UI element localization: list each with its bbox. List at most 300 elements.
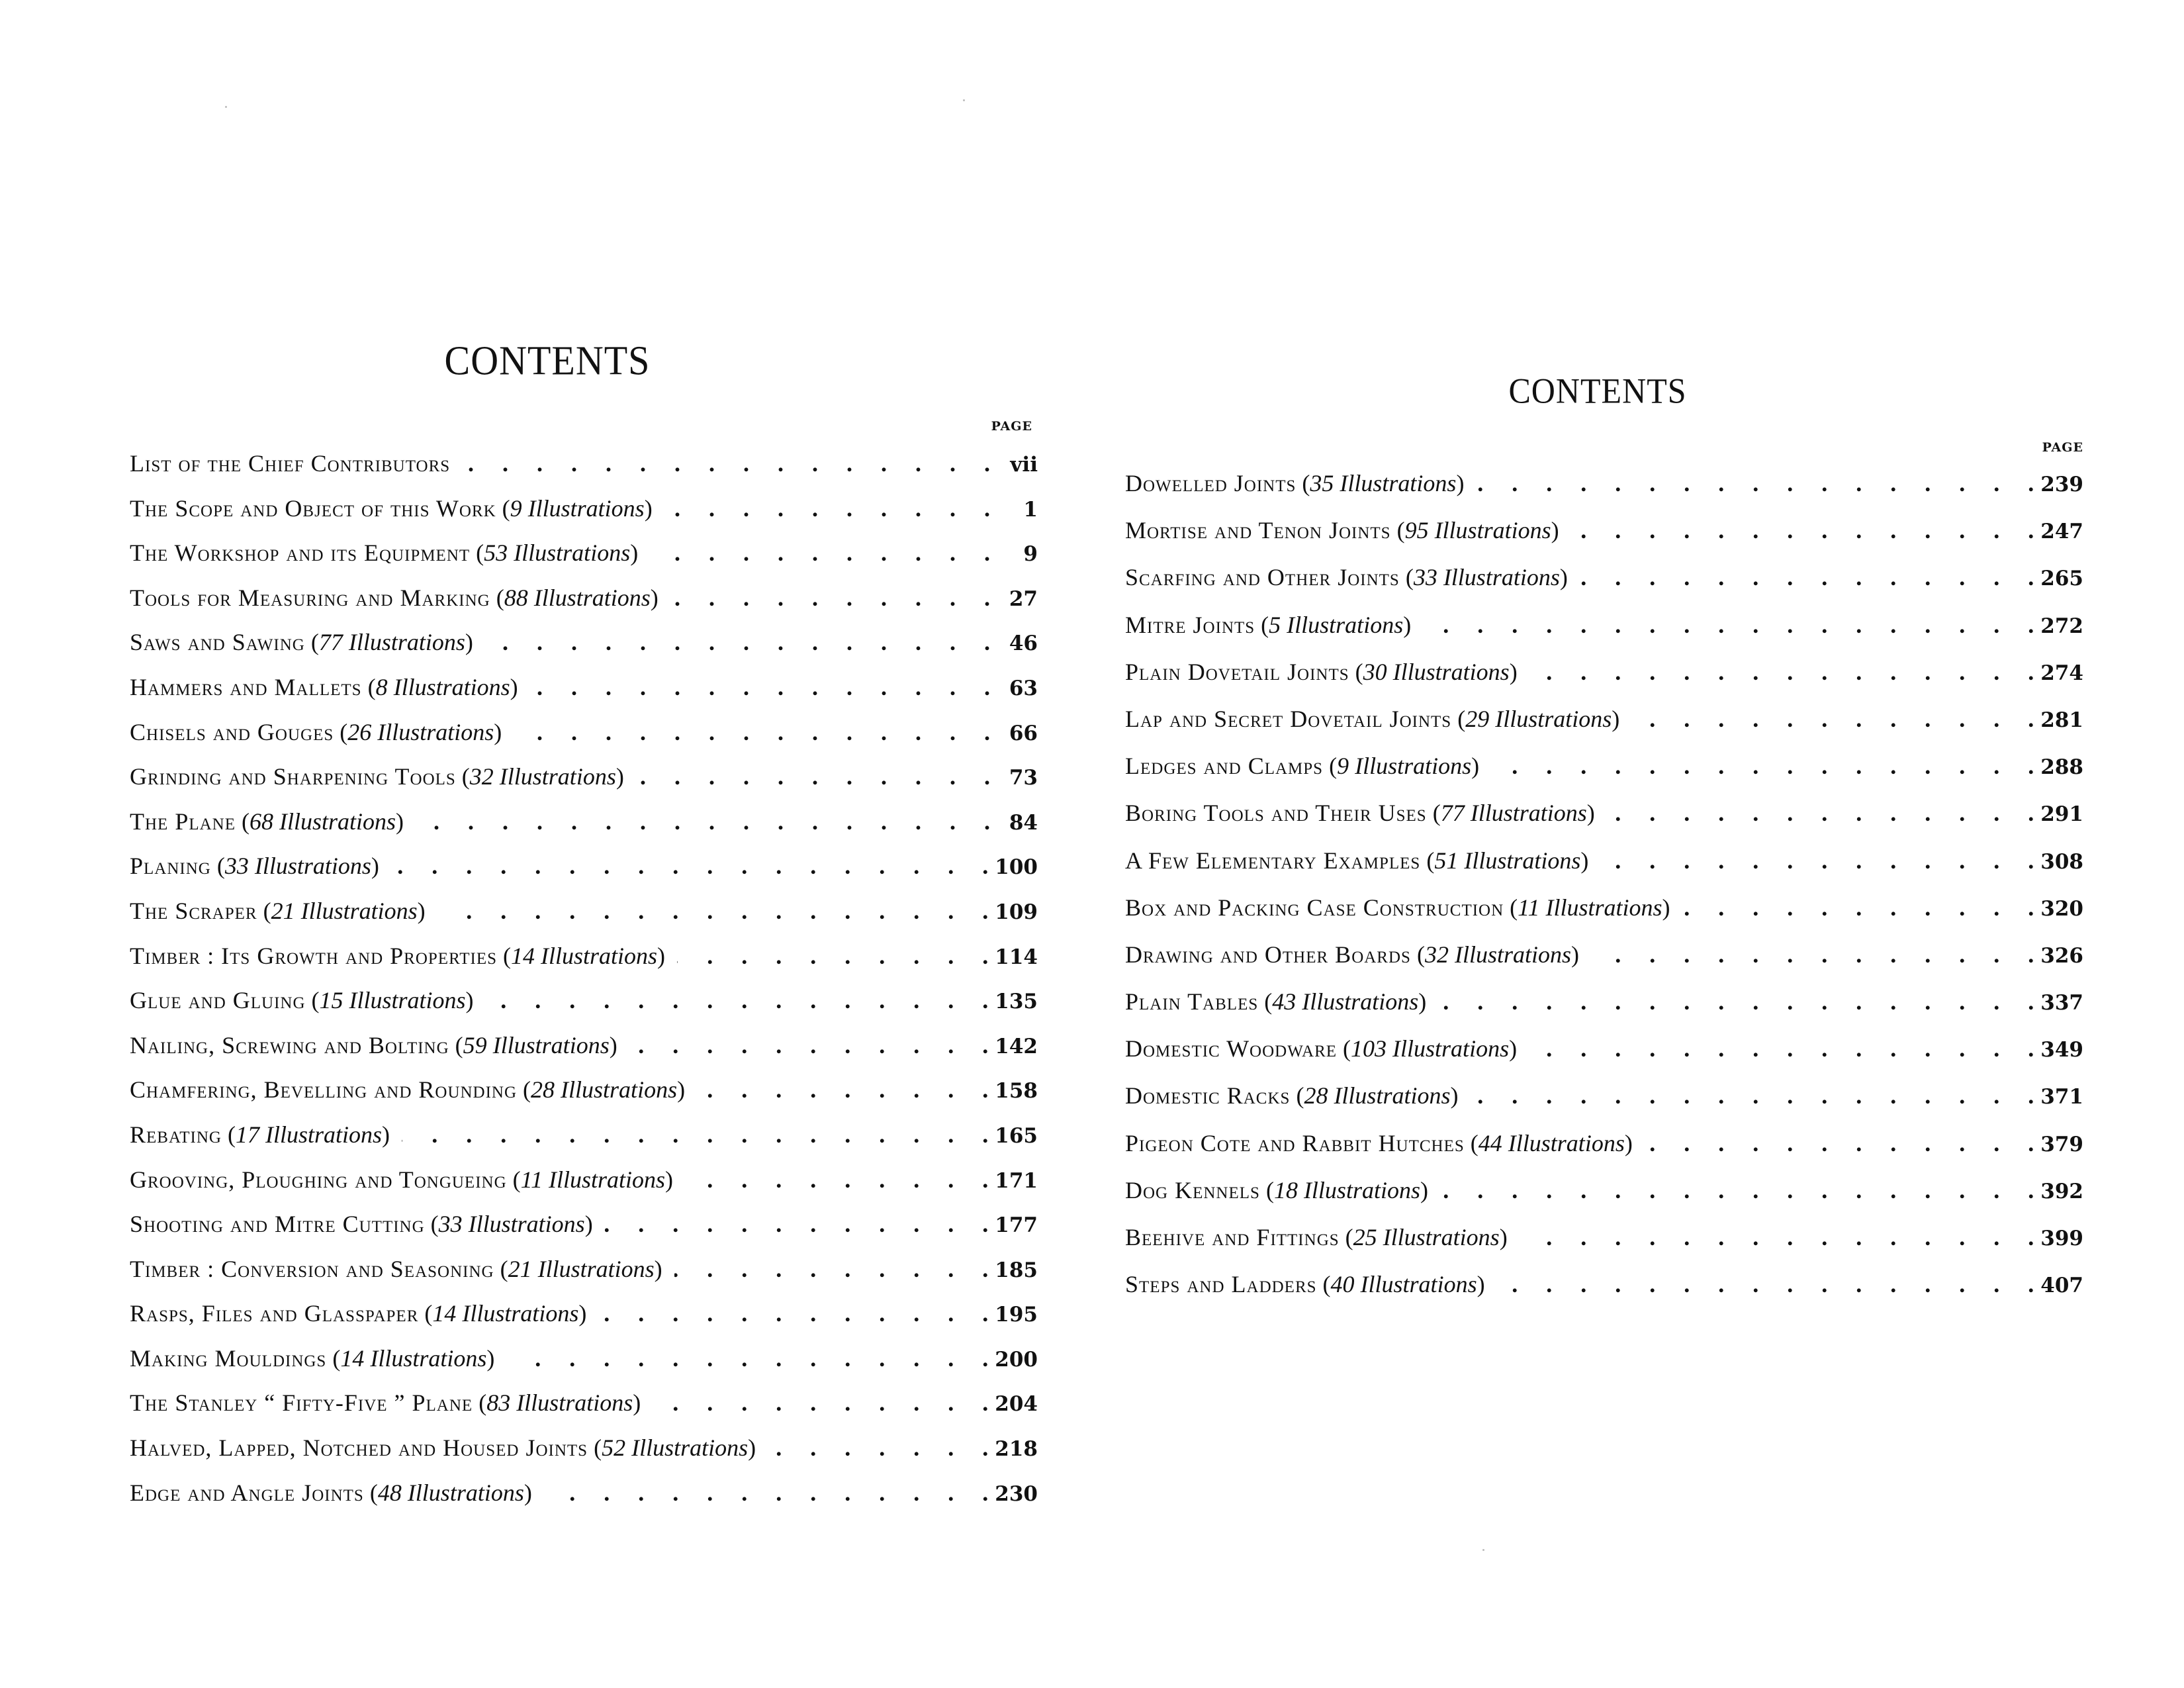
illustration-count: 33 Illustrations: [438, 1211, 585, 1238]
paren-close: ): [1450, 1082, 1459, 1109]
toc-entry-text: [1125, 983, 1426, 1020]
page-number: 177: [995, 1213, 1038, 1238]
toc-entry-text: [1125, 1219, 1508, 1256]
page-number: vii: [1010, 453, 1038, 477]
dot-leader: [697, 1072, 988, 1107]
paren-close: ): [609, 1031, 617, 1058]
illustration-count: 48 Illustrations: [377, 1479, 524, 1506]
dot-leader: [530, 670, 990, 704]
toc-entry-text: [1125, 794, 1595, 831]
page-number: 158: [995, 1079, 1038, 1103]
illustration-count: 30 Illustrations: [1363, 658, 1510, 685]
paren-open: (: [1323, 753, 1338, 780]
illustration-count: 28 Illustrations: [1304, 1082, 1451, 1109]
chapter-title: Dog Kennels: [1125, 1176, 1260, 1203]
dot-leader: [391, 849, 988, 883]
paren-open: (: [1337, 1035, 1351, 1062]
chapter-title: Dowelled Joints: [1125, 470, 1297, 496]
chapter-title: Halved, Lapped, Notched and Housed Joints: [130, 1434, 588, 1462]
page-number: 337: [2040, 991, 2083, 1015]
toc-entry: [1125, 700, 2083, 747]
toc-entry-text: [130, 715, 502, 749]
illustration-count: 103 Illustrations: [1351, 1035, 1510, 1062]
paren-close: ): [644, 494, 653, 522]
paren-close: ): [1662, 894, 1670, 921]
toc-entry-text: [1125, 653, 1518, 690]
dot-leader: [605, 1207, 989, 1241]
toc-entry: [130, 1252, 1038, 1297]
paren-close: ): [1570, 941, 1579, 968]
dot-leader: [768, 1430, 988, 1465]
toc-entry: [130, 625, 1038, 670]
paren-close: ): [523, 1479, 532, 1506]
left-page: [130, 331, 1038, 1520]
paren-close: ): [1509, 658, 1518, 685]
toc-entry: [130, 670, 1038, 715]
toc-entry-text: [130, 1162, 673, 1197]
illustration-count: 68 Illustrations: [250, 808, 396, 835]
chapter-title: Grinding and Sharpening Tools: [130, 763, 456, 790]
chapter-title: Scarfing and Other Joints: [1125, 564, 1400, 591]
chapter-title: Planing: [130, 853, 211, 880]
illustration-count: 8 Illustrations: [375, 673, 510, 700]
paren-open: (: [1420, 847, 1435, 874]
page-number: 272: [2040, 614, 2083, 638]
paren-open: (: [1410, 941, 1425, 968]
table-of-contents: [1125, 465, 2083, 1313]
toc-entry-text: [130, 625, 473, 659]
chapter-title: Box and Packing Case Construction: [1125, 894, 1504, 921]
paren-open: (: [363, 1479, 378, 1506]
page-number: 1: [1023, 497, 1038, 522]
illustration-count: 17 Illustrations: [235, 1121, 382, 1148]
toc-entry: [130, 983, 1038, 1028]
chapter-title: Beehive and Fittings: [1125, 1224, 1340, 1250]
chapter-title: Mitre Joints: [1125, 611, 1255, 638]
toc-entry: [130, 1072, 1038, 1117]
illustration-count: 52 Illustrations: [602, 1434, 749, 1462]
page-number: 230: [995, 1481, 1038, 1506]
page-number: 109: [995, 900, 1038, 924]
toc-entry-text: [1125, 465, 1464, 502]
paren-close: ): [371, 853, 379, 880]
chapter-title: Pigeon Cote and Rabbit Hutches: [1125, 1129, 1465, 1156]
toc-entry: [1125, 606, 2083, 653]
right-page: [1125, 357, 2083, 1313]
toc-entry-text: [130, 804, 404, 839]
chapter-title: Rebating: [130, 1121, 222, 1148]
toc-entry-text: [130, 849, 379, 883]
paren-close: ): [1559, 564, 1568, 591]
paren-open: (: [1426, 800, 1441, 827]
toc-entry: [1125, 842, 2083, 889]
chapter-title: Tools for Measuring and Marking: [130, 584, 490, 611]
page-number: 66: [1009, 721, 1038, 745]
dot-leader: [1423, 606, 2034, 643]
paren-close: ): [1456, 470, 1465, 496]
paren-open: (: [1290, 1082, 1304, 1109]
page-number: 142: [995, 1034, 1038, 1058]
toc-entry: [130, 894, 1038, 939]
page-number: 46: [1009, 632, 1038, 656]
paren-close: ): [465, 629, 473, 656]
illustration-count: 51 Illustrations: [1434, 847, 1581, 874]
toc-entry: [1125, 747, 2083, 794]
paren-close: ): [465, 987, 474, 1014]
illustration-count: 29 Illustrations: [1465, 705, 1612, 732]
toc-entry-text: [130, 536, 638, 570]
dot-leader: [664, 491, 990, 526]
illustration-count: 9 Illustrations: [510, 494, 645, 522]
toc-entry-text: [1125, 936, 1579, 973]
chapter-title: Hammers and Mallets: [130, 673, 362, 700]
dot-leader: [598, 1296, 988, 1331]
toc-entry: [130, 491, 1038, 536]
chapter-title: Shooting and Mitre Cutting: [130, 1211, 425, 1238]
toc-entry-text: [130, 1028, 617, 1062]
toc-entry-text: [1125, 559, 1568, 596]
toc-entry-text: [130, 1430, 756, 1465]
paren-open: (: [1464, 1129, 1479, 1156]
illustration-count: 14 Illustrations: [432, 1300, 579, 1327]
paren-open: (: [494, 1255, 508, 1282]
toc-entry: [1125, 889, 2083, 936]
paren-open: (: [304, 629, 319, 656]
paren-open: (: [1451, 705, 1466, 732]
paren-close: ): [630, 539, 639, 567]
paren-open: (: [257, 897, 271, 924]
paren-open: (: [221, 1121, 236, 1148]
dot-leader: [685, 1162, 988, 1197]
toc-entry-text: [1125, 512, 1559, 549]
chapter-title: A Few Elementary Examples: [1125, 847, 1421, 874]
chapter-title: Plain Dovetail Joints: [1125, 658, 1349, 685]
dot-leader: [506, 1341, 988, 1376]
page-number: 407: [2040, 1274, 2083, 1298]
illustration-count: 11 Illustrations: [520, 1166, 665, 1193]
page-number: 247: [2040, 520, 2083, 544]
scan-speck: [1482, 1549, 1484, 1551]
toc-entry: [130, 1341, 1038, 1386]
toc-entry-text: [1125, 700, 1619, 737]
paren-close: ): [633, 1389, 641, 1417]
paren-close: ): [1586, 800, 1595, 827]
chapter-title: Timber : Its Growth and Properties: [130, 942, 498, 969]
paren-open: (: [361, 673, 376, 700]
page-number: 371: [2040, 1085, 2083, 1109]
dot-leader: [1631, 700, 2034, 737]
toc-entry: [130, 759, 1038, 804]
dot-leader: [1529, 1030, 2034, 1067]
toc-entry-text: [130, 1252, 662, 1286]
toc-entry-text: [130, 1072, 685, 1107]
illustration-count: 26 Illustrations: [347, 718, 494, 745]
illustration-count: 18 Illustrations: [1273, 1176, 1420, 1203]
toc-entry: [130, 939, 1038, 984]
page-number: 265: [2040, 567, 2083, 591]
chapter-title: The Stanley “ Fifty-Five ” Plane: [130, 1389, 473, 1417]
illustration-count: 95 Illustrations: [1404, 517, 1551, 544]
chapter-title: Timber : Conversion and Seasoning: [130, 1255, 494, 1282]
page-column-label: PAGE: [991, 419, 1032, 434]
paren-close: ): [748, 1434, 756, 1462]
page-number: 114: [995, 945, 1038, 969]
dot-leader: [1591, 936, 2034, 973]
toc-entry: [130, 849, 1038, 894]
toc-entry-text: [130, 939, 665, 973]
toc-entry: [1125, 559, 2083, 606]
toc-entry: [130, 536, 1038, 581]
paren-close: ): [1551, 517, 1559, 544]
illustration-count: 15 Illustrations: [319, 987, 466, 1014]
illustration-count: 21 Illustrations: [508, 1255, 655, 1282]
illustration-count: 25 Illustrations: [1353, 1224, 1500, 1250]
chapter-title: Mortise and Tenon Joints: [1125, 517, 1391, 544]
dot-leader: [674, 1252, 989, 1286]
paren-close: ): [650, 584, 659, 611]
paren-close: ): [417, 897, 426, 924]
paren-open: (: [418, 1300, 433, 1327]
dot-leader: [1682, 889, 2034, 926]
paren-open: (: [588, 1434, 602, 1462]
paren-close: ): [615, 763, 624, 790]
dot-leader: [653, 1385, 988, 1420]
toc-entry: [1125, 653, 2083, 700]
toc-entry: [1125, 983, 2083, 1030]
toc-entry-text: [1125, 606, 1411, 643]
dot-leader: [1607, 794, 2034, 831]
paren-open: (: [449, 1031, 463, 1058]
paren-open: (: [496, 494, 510, 522]
paren-open: (: [1296, 470, 1310, 496]
toc-entry: [130, 446, 1038, 491]
paren-open: (: [490, 584, 504, 611]
dot-leader: [1497, 1266, 2034, 1303]
illustration-count: 32 Illustrations: [1424, 941, 1571, 968]
dot-leader: [1571, 512, 2034, 549]
illustration-count: 14 Illustrations: [511, 942, 658, 969]
paren-close: ): [1471, 753, 1480, 780]
page-number: 218: [995, 1437, 1038, 1462]
toc-entry-text: [130, 1207, 593, 1241]
toc-entry: [130, 581, 1038, 626]
paren-open: (: [473, 1389, 487, 1417]
paren-open: (: [424, 1211, 439, 1238]
page-number: 291: [2040, 802, 2083, 827]
toc-entry-text: [130, 894, 426, 928]
toc-entry-text: [130, 759, 624, 794]
toc-entry: [1125, 1219, 2083, 1266]
chapter-title: Domestic Woodware: [1125, 1035, 1338, 1062]
illustration-count: 77 Illustrations: [1440, 800, 1587, 827]
illustration-count: 43 Illustrations: [1272, 988, 1419, 1015]
chapter-title: Nailing, Screwing and Bolting: [130, 1031, 449, 1058]
paren-close: ): [396, 808, 404, 835]
page-title: CONTENTS: [444, 337, 651, 384]
toc-entry: [130, 715, 1038, 760]
dot-leader: [670, 581, 990, 615]
toc-entry: [1125, 1030, 2083, 1077]
paren-open: (: [326, 1344, 341, 1372]
paren-close: ): [1624, 1129, 1633, 1156]
paren-open: (: [1316, 1271, 1331, 1298]
page-number: 165: [995, 1123, 1038, 1148]
dot-leader: [1476, 465, 2034, 502]
chapter-title: The Scraper: [130, 897, 257, 924]
illustration-count: 32 Illustrations: [469, 763, 616, 790]
dot-leader: [1529, 653, 2034, 690]
chapter-title: Plain Tables: [1125, 988, 1259, 1015]
page-number: 135: [995, 990, 1038, 1014]
illustration-count: 28 Illustrations: [531, 1076, 678, 1103]
paren-close: ): [657, 942, 666, 969]
page-number: 195: [995, 1303, 1038, 1327]
dot-leader: [1520, 1219, 2034, 1256]
chapter-title: Making Mouldings: [130, 1344, 327, 1372]
dot-leader: [486, 983, 989, 1017]
paren-open: (: [1339, 1224, 1353, 1250]
paren-close: ): [1403, 611, 1412, 638]
paren-close: ): [1418, 988, 1427, 1015]
chapter-title: Boring Tools and Their Uses: [1125, 800, 1427, 827]
page-number: 392: [2040, 1179, 2083, 1203]
dot-leader: [1491, 747, 2034, 784]
toc-entry: [1125, 1077, 2083, 1124]
toc-entry-text: [130, 581, 659, 615]
toc-entry: [130, 1430, 1038, 1476]
toc-entry-text: [130, 1385, 641, 1420]
paren-open: (: [517, 1076, 531, 1103]
dot-leader: [514, 715, 990, 749]
paren-open: (: [1258, 988, 1273, 1015]
dot-leader: [677, 939, 988, 973]
toc-entry: [130, 1117, 1038, 1162]
paren-open: (: [305, 987, 320, 1014]
paren-close: ): [665, 1166, 673, 1193]
toc-entry-text: [130, 1296, 586, 1331]
illustration-count: 44 Illustrations: [1478, 1129, 1625, 1156]
paren-open: (: [1349, 658, 1363, 685]
dot-leader: [1580, 559, 2034, 596]
dot-leader: [437, 894, 989, 928]
toc-entry: [1125, 512, 2083, 559]
page-number: 288: [2040, 755, 2083, 780]
toc-entry: [1125, 465, 2083, 512]
page-number: 326: [2040, 943, 2083, 968]
paren-open: (: [334, 718, 348, 745]
chapter-title: List of the Chief Contributors: [130, 450, 451, 477]
illustration-count: 11 Illustrations: [1518, 894, 1662, 921]
toc-entry-text: [1125, 747, 1479, 784]
toc-entry: [130, 1207, 1038, 1252]
paren-close: ): [578, 1300, 587, 1327]
page-number: 27: [1009, 586, 1038, 611]
illustration-count: 21 Illustrations: [271, 897, 418, 924]
paren-close: ): [1499, 1224, 1508, 1250]
paren-open: (: [1259, 1176, 1274, 1203]
chapter-title: Ledges and Clamps: [1125, 753, 1324, 780]
page-number: 281: [2040, 708, 2083, 732]
dot-leader: [1600, 842, 2034, 879]
page-number: 308: [2040, 849, 2083, 874]
dot-leader: [1438, 983, 2034, 1020]
paren-open: (: [455, 763, 470, 790]
page-number: 399: [2040, 1227, 2083, 1250]
toc-entry-text: [1125, 1125, 1633, 1162]
table-of-contents: [130, 446, 1038, 1520]
page-number: 379: [2040, 1132, 2083, 1156]
illustration-count: 9 Illustrations: [1337, 753, 1472, 780]
dot-leader: [485, 625, 990, 659]
chapter-title: Edge and Angle Joints: [130, 1479, 364, 1506]
toc-entry-text: [1125, 1077, 1458, 1114]
chapter-title: Chisels and Gouges: [130, 718, 334, 745]
toc-entry-text: [1125, 1172, 1428, 1209]
dot-leader: [416, 804, 990, 839]
chapter-title: Glue and Gluing: [130, 987, 306, 1014]
paren-close: ): [1477, 1271, 1485, 1298]
toc-entry-text: [1125, 889, 1670, 926]
toc-entry: [130, 1476, 1038, 1521]
dot-leader: [636, 759, 990, 794]
paren-open: (: [1255, 611, 1269, 638]
paren-open: (: [470, 539, 484, 567]
illustration-count: 33 Illustrations: [224, 853, 371, 880]
toc-entry-text: [130, 983, 474, 1017]
paren-close: ): [486, 1344, 495, 1372]
illustration-count: 59 Illustrations: [463, 1031, 610, 1058]
dot-leader: [402, 1117, 988, 1152]
toc-entry: [130, 804, 1038, 849]
paren-close: ): [584, 1211, 593, 1238]
toc-entry: [130, 1028, 1038, 1073]
page-number: 185: [995, 1258, 1038, 1282]
toc-entry: [130, 1296, 1038, 1341]
illustration-count: 88 Illustrations: [504, 584, 651, 611]
paren-open: (: [1399, 564, 1414, 591]
paren-open: (: [1390, 517, 1405, 544]
dot-leader: [1440, 1172, 2034, 1209]
page-number: 239: [2040, 473, 2083, 496]
page-column-label: PAGE: [2042, 440, 2083, 455]
dot-leader: [1470, 1077, 2034, 1114]
illustration-count: 14 Illustrations: [340, 1344, 487, 1372]
illustration-count: 40 Illustrations: [1330, 1271, 1477, 1298]
illustration-count: 5 Illustrations: [1269, 611, 1404, 638]
paren-close: ): [654, 1255, 662, 1282]
dot-leader: [629, 1028, 989, 1062]
toc-entry: [130, 1162, 1038, 1207]
paren-open: (: [210, 853, 225, 880]
toc-entry: [1125, 1266, 2083, 1313]
page-number: 320: [2040, 896, 2083, 921]
chapter-title: Domestic Racks: [1125, 1082, 1291, 1109]
toc-entry-text: [130, 1341, 494, 1376]
chapter-title: Chamfering, Bevelling and Rounding: [130, 1076, 518, 1103]
paren-open: (: [506, 1166, 521, 1193]
chapter-title: Grooving, Ploughing and Tongueing: [130, 1166, 507, 1193]
illustration-count: 83 Illustrations: [486, 1389, 633, 1417]
page-number: 63: [1009, 676, 1038, 700]
chapter-title: Steps and Ladders: [1125, 1271, 1317, 1298]
chapter-title: Drawing and Other Boards: [1125, 941, 1411, 968]
paren-close: ): [510, 673, 518, 700]
toc-entry-text: [1125, 1266, 1485, 1303]
chapter-title: The Plane: [130, 808, 236, 835]
page-number: 204: [995, 1392, 1038, 1417]
paren-close: ): [1420, 1176, 1428, 1203]
paren-close: ): [1580, 847, 1589, 874]
